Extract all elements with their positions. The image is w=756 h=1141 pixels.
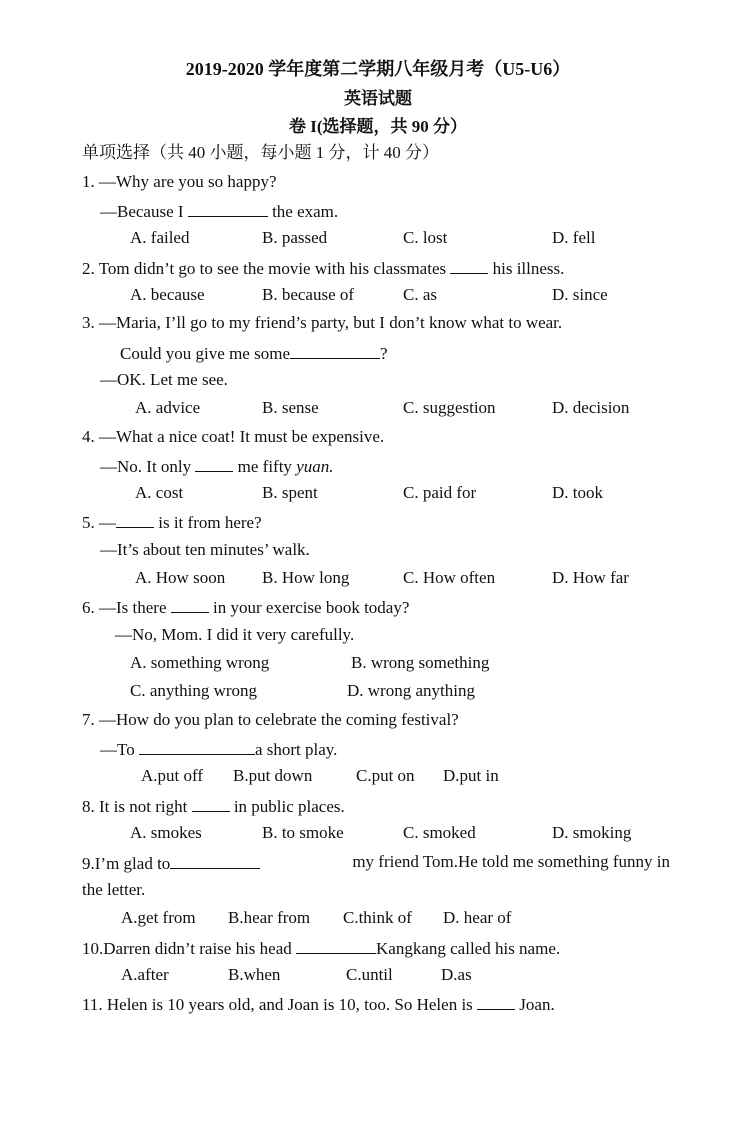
question-3-option-c: C. suggestion [403,398,496,417]
question-2-option-c: C. as [403,285,437,304]
question-10-stem: 10.Darren didn’t raise his head Kangkang called his name. [82,936,560,960]
question-5-option-d: D. How far [552,568,629,587]
question-9-option-d: D. hear of [443,908,512,927]
question-10-option-a: A.after [121,965,169,984]
question-7-stem: 7. —How do you plan to celebrate the coming festival? [82,710,459,729]
subject-title: 英语试题 [344,89,412,108]
answer-blank [171,595,209,613]
question-4-option-b: B. spent [262,483,318,502]
question-5-reply: —It’s about ten minutes’ walk. [100,540,310,559]
question-11-stem: 11. Helen is 10 years old, and Joan is 10, too. So Helen is Joan. [82,992,555,1016]
question-9-option-c: C.think of [343,908,412,927]
question-3-option-b: B. sense [262,398,319,417]
answer-blank [290,341,380,359]
question-3-option-a: A. advice [135,398,201,417]
question-1-option-a: A. failed [130,228,190,247]
question-5-option-a: A. How soon [135,568,226,587]
question-2-stem: 2. Tom didn’t go to see the movie with his classmates his illness. [82,256,564,280]
question-5-option-b: B. How long [262,568,350,587]
question-8-option-d: D. smoking [552,823,632,842]
answer-blank [477,992,515,1010]
part-heading: 单项选择（共 40 小题，每小题 1 分，计 40 分） [82,143,439,162]
question-1-option-b: B. passed [262,228,328,247]
question-4-reply: —No. It only me fifty yuan. [100,454,333,478]
question-10-option-c: C.until [346,965,393,984]
question-5-option-c: C. How often [403,568,496,587]
question-8-option-b: B. to smoke [262,823,344,842]
answer-blank [192,794,230,812]
answer-blank [195,454,233,472]
question-2-option-a: A. because [130,285,205,304]
question-10-option-b: B.when [228,965,281,984]
question-9-option-a: A.get from [121,908,196,927]
question-6-reply: —No, Mom. I did it very carefully. [115,625,355,644]
question-10-option-d: D.as [441,965,472,984]
answer-blank [170,851,260,869]
exam-title: 2019-2020 学年度第二学期八年级月考（U5-U6） [185,59,571,79]
question-6-stem: 6. —Is there in your exercise book today? [82,595,409,619]
question-4-stem: 4. —What a nice coat! It must be expensive. [82,427,385,446]
question-2-option-d: D. since [552,285,608,304]
question-6-option-c: C. anything wrong [130,681,258,700]
question-7-option-c: C.put on [356,766,415,785]
question-3-stem-cont: Could you give me some ? [120,341,388,365]
answer-blank [116,510,154,528]
question-3-stem: 3. —Maria, I’ll go to my friend’s party, but I don’t know what to wear. [82,313,563,332]
question-1-stem: 1. —Why are you so happy? [82,172,277,191]
section-title: 卷 I(选择题，共 90 分） [288,117,468,136]
question-1-option-d: D. fell [552,228,596,247]
question-1-option-c: C. lost [403,228,448,247]
question-7-option-b: B.put down [233,766,313,785]
question-7-option-d: D.put in [443,766,499,785]
question-4-option-d: D. took [552,483,603,502]
question-9-option-b: B.hear from [228,908,311,927]
question-4-option-a: A. cost [135,483,184,502]
question-4-option-c: C. paid for [403,483,477,502]
question-8-option-c: C. smoked [403,823,476,842]
question-5-stem: 5. — is it from here? [82,510,262,534]
question-9-stem: 9.I’m glad to my friend Tom.He told me something funny in [82,852,670,873]
answer-blank [139,737,255,755]
answer-blank [296,936,376,954]
answer-blank [188,199,268,217]
question-1-reply: —Because I the exam. [100,199,338,223]
question-7-reply: —To a short play. [100,737,337,761]
question-6-option-d: D. wrong anything [347,681,475,700]
question-6-option-a: A. something wrong [130,653,270,672]
question-6-option-b: B. wrong something [351,653,490,672]
answer-blank [450,256,488,274]
question-2-option-b: B. because of [262,285,355,304]
question-8-stem: 8. It is not right in public places. [82,794,345,818]
question-3-reply: —OK. Let me see. [100,370,228,389]
question-7-option-a: A.put off [141,766,204,785]
question-9-stem-cont: the letter. [82,880,146,899]
question-3-option-d: D. decision [552,398,630,417]
question-8-option-a: A. smokes [130,823,202,842]
